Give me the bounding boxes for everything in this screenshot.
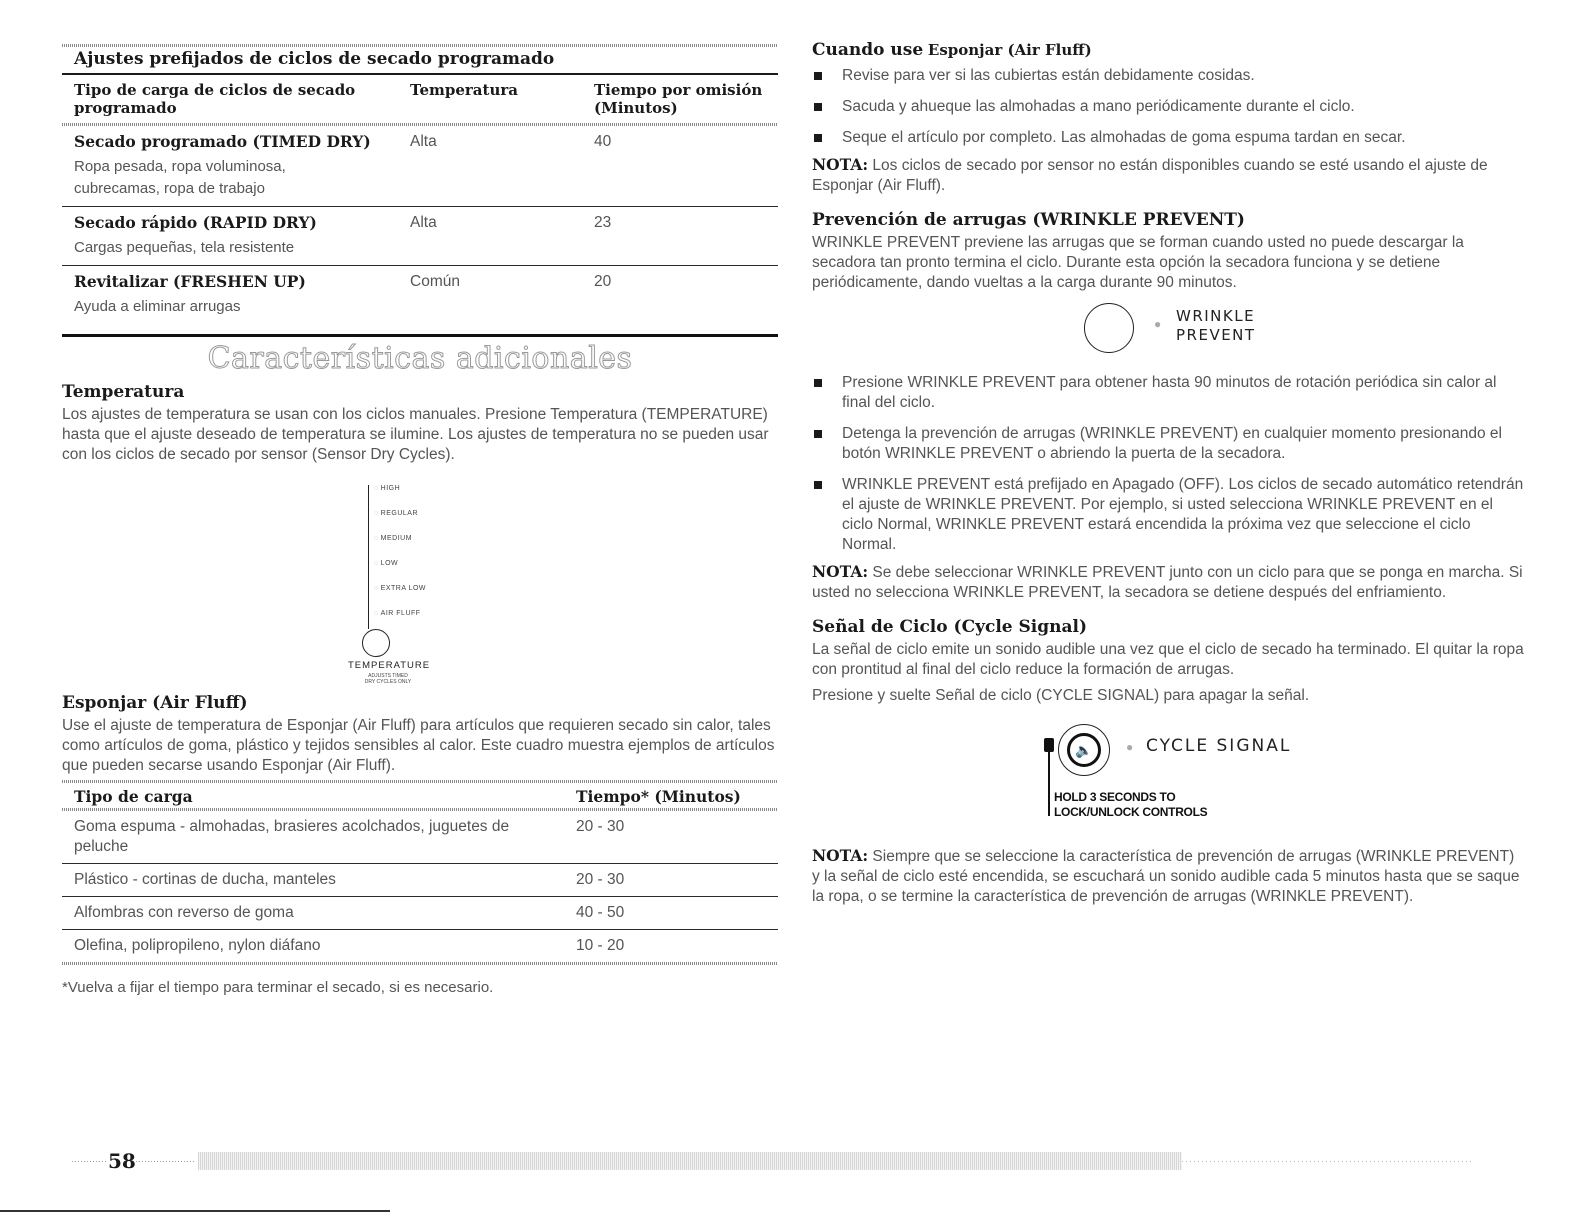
- footer-band: [198, 1152, 1182, 1170]
- hold-line: HOLD 3 SECONDS TO: [1054, 790, 1176, 804]
- cycle-signal-heading: Señal de Ciclo (Cycle Signal): [812, 617, 1088, 637]
- load-time: 40 - 50: [576, 904, 625, 921]
- air-fluff-heading: Esponjar (Air Fluff): [62, 693, 248, 713]
- cycle-time: 23: [594, 214, 612, 231]
- divider: [62, 334, 778, 337]
- cycle-temperature: Alta: [410, 214, 437, 231]
- temp-option-medium: ◌ MEDIUM: [374, 535, 412, 542]
- table-header: [62, 783, 778, 808]
- load-type: Plástico - cortinas de ducha, manteles: [74, 871, 336, 888]
- left-column: [62, 0, 778, 996]
- connector-line: [1048, 752, 1050, 816]
- heading-rest: Esponjar (Air Fluff): [927, 41, 1092, 59]
- list-item: WRINKLE PREVENT está prefijado en Apagado (OFF). Los ciclos de secado automático retendrán el ajuste de WRINKLE PREVENT. Por ejemplo, si usted selecciona WRINKLE PREVENT en el ciclo Normal, WRINKLE PREVENT estará encendida la próxima vez que seleccione el ciclo Normal.: [812, 475, 1524, 555]
- temperature-diagram: [348, 479, 480, 699]
- cycle-signal-button-icon: [1058, 724, 1110, 776]
- wrinkle-prevent-label: [1176, 307, 1256, 345]
- cycle-signal-diagram: [812, 724, 1524, 834]
- wrinkle-prevent-text: WRINKLE PREVENT previene las arrugas que se forman cuando usted no puede descargar la secadora tan pronto termina el ciclo. Durante esta opción la secadora funciona y se detiene periódicamente, dando vueltas a la carga durante 90 minutos.: [812, 234, 1464, 291]
- column-header-time: Tiempo* (Minutos): [576, 787, 741, 806]
- temperature-heading: Temperatura: [62, 382, 185, 402]
- footer-decoration: [1182, 1161, 1474, 1162]
- load-time: 20 - 30: [576, 818, 625, 835]
- note: [812, 846, 1524, 907]
- load-type: Alfombras con reverso de goma: [74, 904, 294, 921]
- footer-decoration: [72, 1161, 106, 1162]
- list-item: Sacuda y ahueque las almohadas a mano periódicamente durante el ciclo.: [812, 97, 1524, 117]
- list-item: Revise para ver si las cubiertas están debidamente cosidas.: [812, 66, 1524, 86]
- temp-option-air-fluff: ◌ AIR FLUFF: [374, 610, 421, 617]
- cycle-temperature: Alta: [410, 133, 437, 150]
- temperature-label: TEMPERATURE: [348, 660, 431, 671]
- note-text: Se debe seleccionar WRINKLE PREVENT junto con un ciclo para que se ponga en marcha. Si usted no selecciona WRINKLE PREVENT, la secadora se detiene después del enfriamiento.: [812, 564, 1523, 601]
- wrinkle-prevent-diagram: [812, 303, 1524, 363]
- lock-icon: [1044, 738, 1054, 752]
- load-time: 20 - 30: [576, 871, 625, 888]
- cycle-description: Ayuda a eliminar arrugas: [74, 298, 241, 315]
- temp-option-low: ◌ LOW: [374, 560, 398, 567]
- section-title: Características adicionales: [207, 341, 633, 376]
- temp-option-high: ◌ HIGH: [374, 485, 400, 492]
- hold-instructions: [1054, 790, 1207, 820]
- table-header: [62, 75, 778, 119]
- list-item: Seque el artículo por completo. Las almohadas de goma espuma tardan en secar.: [812, 128, 1524, 148]
- label-line: WRINKLE: [1176, 307, 1256, 325]
- bottom-rule: [0, 1210, 390, 1212]
- note-text: Los ciclos de secado por sensor no están disponibles cuando se esté usando el ajuste de Esponjar (Air Fluff).: [812, 157, 1488, 194]
- note-label: NOTA:: [812, 562, 869, 581]
- table-row: [62, 897, 778, 929]
- note-label: NOTA:: [812, 155, 869, 174]
- speaker-icon: 🔈: [1067, 733, 1101, 767]
- note-text: Siempre que se seleccione la característica de prevención de arrugas (WRINKLE PREVENT) y la señal de ciclo esté encendida, se escuchará un sonido audible cada 5 minutos hasta que se saque la ropa, o se termine la característica de prevención de arrugas (WRINKLE PREVENT).: [812, 848, 1520, 905]
- table-row: [62, 126, 778, 206]
- cycle-description: Cargas pequeñas, tela resistente: [74, 239, 295, 256]
- table-row: [62, 207, 778, 265]
- temp-option-extra-low: ◌ EXTRA LOW: [374, 585, 426, 592]
- column-header-default-time: Tiempo por omisión (Minutos): [594, 81, 763, 117]
- cycle-name: Secado programado (TIMED DRY): [74, 132, 371, 151]
- load-type: Olefina, polipropileno, nylon diáfano: [74, 937, 321, 954]
- hold-line: LOCK/UNLOCK CONTROLS: [1054, 805, 1208, 819]
- temperature-button-icon: [362, 629, 390, 657]
- wrinkle-prevent-heading: Prevención de arrugas (WRINKLE PREVENT): [812, 210, 1245, 230]
- divider: [62, 962, 778, 965]
- indicator-light-icon: ●: [1154, 317, 1162, 331]
- column-header-temperature: Temperatura: [410, 81, 518, 99]
- wrinkle-prevent-button-icon: [1084, 303, 1134, 353]
- cycle-name: Revitalizar (FRESHEN UP): [74, 272, 306, 291]
- indicator-light-icon: ●: [1126, 740, 1134, 754]
- load-time: 10 - 20: [576, 937, 625, 954]
- footnote: *Vuelva a fijar el tiempo para terminar el secado, si es necesario.: [62, 979, 494, 996]
- note: [812, 155, 1524, 196]
- cycle-signal-label: CYCLE SIGNAL: [1146, 736, 1292, 756]
- column-header-load-type: Tipo de carga: [74, 787, 193, 806]
- table-row: [62, 266, 778, 324]
- table-title: Ajustes prefijados de ciclos de secado programado: [74, 49, 555, 69]
- air-fluff-text: Use el ajuste de temperatura de Esponjar (Air Fluff) para artículos que requieren secado sin calor, tales como artículos de goma, plástico y tejidos sensibles al calor. Este cuadro muestra ejemplos de artículos que pueden secarse usando Esponjar (Air Fluff).: [62, 717, 775, 774]
- cycle-temperature: Común: [410, 273, 460, 290]
- temp-option-regular: ◌ REGULAR: [374, 510, 418, 517]
- right-column: [812, 0, 1524, 907]
- note-label: NOTA:: [812, 846, 869, 865]
- bracket: [368, 485, 375, 629]
- list-item: Detenga la prevención de arrugas (WRINKLE PREVENT) en cualquier momento presionando el botón WRINKLE PREVENT o abriendo la puerta de la secadora.: [812, 424, 1524, 464]
- table-row: [62, 811, 778, 863]
- load-type: Goma espuma - almohadas, brasieres acolchados, juguetes de peluche: [74, 818, 510, 855]
- heading-bold: Cuando use: [812, 40, 924, 60]
- table-row: [62, 930, 778, 962]
- table-row: [62, 864, 778, 896]
- cycle-time: 40: [594, 133, 612, 150]
- cycle-signal-text: Presione y suelte Señal de ciclo (CYCLE SIGNAL) para apagar la señal.: [812, 687, 1310, 704]
- cycle-time: 20: [594, 273, 612, 290]
- temperature-note: ADJUSTS TIMED DRY CYCLES ONLY: [364, 673, 412, 685]
- column-header-load-type: Tipo de carga de ciclos de secado programado: [74, 81, 356, 117]
- note: [812, 562, 1524, 603]
- temperature-text: Los ajustes de temperatura se usan con los ciclos manuales. Presione Temperatura (TEMPERATURE) hasta que el ajuste deseado de temperatura se ilumine. Los ajustes de temperatura no se pueden usar con los ciclos de secado por sensor (Sensor Dry Cycles).: [62, 406, 769, 463]
- list-item: Presione WRINKLE PREVENT para obtener hasta 90 minutos de rotación periódica sin calor al final del ciclo.: [812, 373, 1524, 413]
- cycle-signal-text: La señal de ciclo emite un sonido audible una vez que el ciclo de secado ha terminado. El quitar la ropa con prontitud al final del ciclo reduce la formación de arrugas.: [812, 641, 1524, 678]
- label-line: PREVENT: [1176, 326, 1256, 344]
- footer-decoration: [136, 1161, 196, 1162]
- page-number: 58: [108, 1149, 136, 1173]
- cycle-name: Secado rápido (RAPID DRY): [74, 213, 317, 232]
- cycle-description: Ropa pesada, ropa voluminosa, cubrecamas, ropa de trabajo: [74, 158, 286, 197]
- air-fluff-usage-heading: [812, 40, 1524, 60]
